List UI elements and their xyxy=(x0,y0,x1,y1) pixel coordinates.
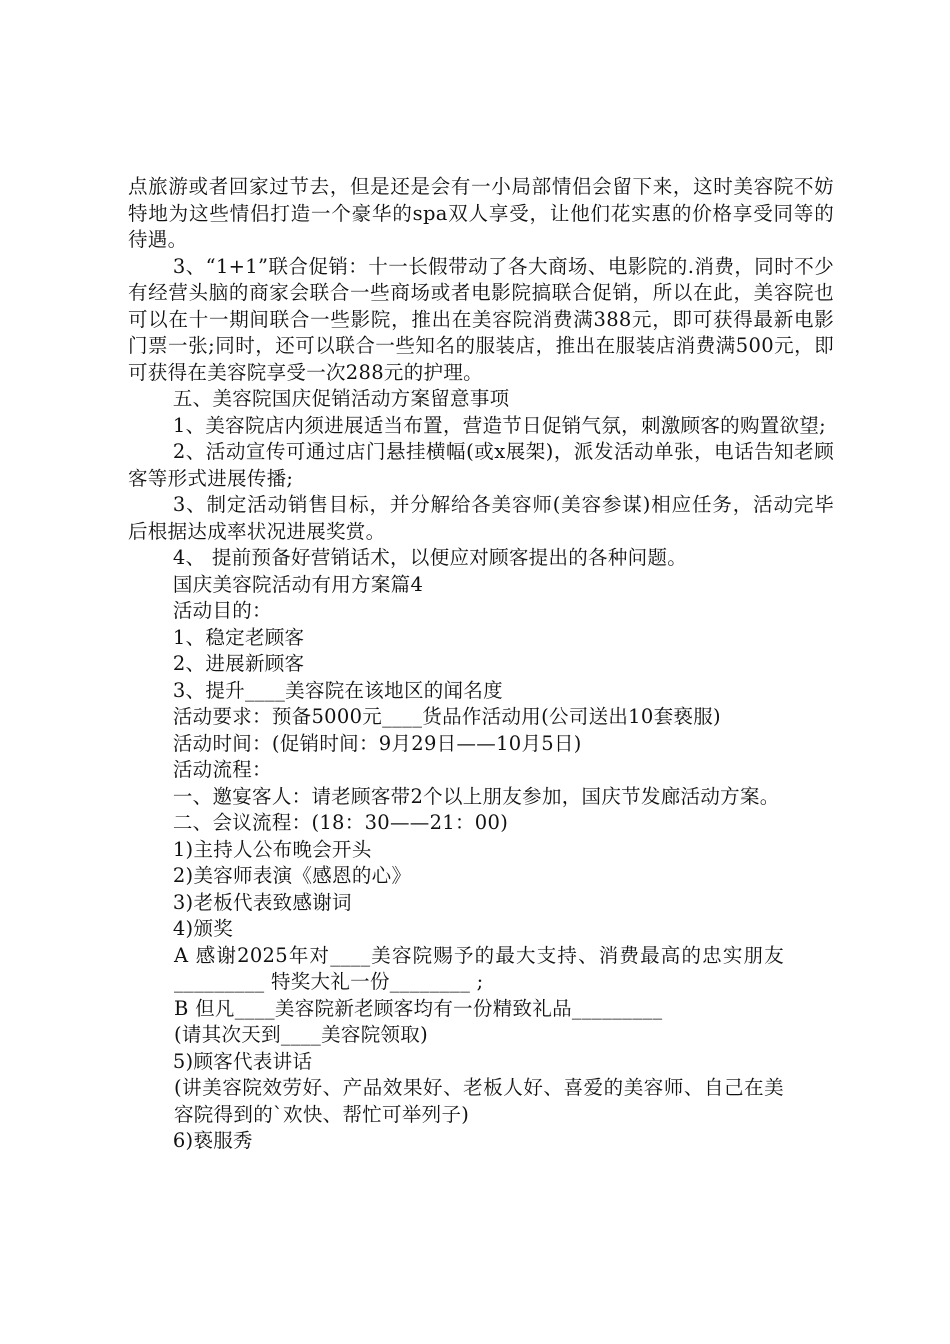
meeting-item-4: 4)颁奖 xyxy=(172,917,234,940)
paragraph-joint-promotion: 3、“1+1”联合促销：十一长假带动了各大商场、电影院的.消费，同时不少有经营头脑的商家会联合一些商场或者电影院搞联合促销，所以在此，美容院也可以在十一期间联合一些影院，推出在美容院消费满388元，即可获得最新电影门票一张;同时，还可以联合一些知名的服装店，推出在服装店消费满500元，即可获得在美容院享受一次288元的护理。 xyxy=(128,254,834,384)
purpose-item-3: 3、提升____美容院在该地区的闻名度 xyxy=(172,678,503,702)
process-heading: 活动流程： xyxy=(172,758,272,781)
award-a: A 感谢2025年对____美容院赐予的最大支持、消费最高的忠实朋友_________ 特奖大礼一份________ ; xyxy=(174,943,784,993)
note-item-1: 1、美容院店内须进展适当布置，营造节日促销气氛，刺激顾客的购置欲望; xyxy=(172,413,827,437)
paragraph-intro-continuation: 点旅游或者回家过节去，但是还是会有一小局部情侣会留下来，这时美容院不妨特地为这些情侣打造一个豪华的spa双人享受，让他们花实惠的价格享受同等的待遇。 xyxy=(128,175,834,251)
plan-title: 国庆美容院活动有用方案篇4 xyxy=(172,572,424,596)
purpose-item-2: 2、进展新顾客 xyxy=(172,652,305,675)
document-body xyxy=(128,174,834,1155)
meeting-item-3: 3)老板代表致感谢词 xyxy=(172,890,352,914)
award-b-note: (请其次天到____美容院领取) xyxy=(174,1023,429,1046)
note-item-4: 4、 提前预备好营销话术，以便应对顾客提出的各种问题。 xyxy=(172,546,688,569)
meeting-item-1: 1)主持人公布晚会开头 xyxy=(172,837,372,861)
award-b: B 但凡____美容院新老顾客均有一份精致礼品_________ xyxy=(174,996,663,1020)
meeting-item-5: 5)顾客代表讲话 xyxy=(172,1049,313,1073)
customer-speech-note: (讲美容院效劳好、产品效果好、老板人好、喜爱的美容师、自己在美容院得到的`欢快、帮忙可举列子) xyxy=(174,1076,784,1126)
section-heading-notes: 五、美容院国庆促销活动方案留意事项 xyxy=(172,387,510,410)
requirements-line: 活动要求：预备5000元____货品作活动用(公司送出10套亵服) xyxy=(172,705,721,728)
note-item-3: 3、制定活动销售目标，并分解给各美容师(美容参谋)相应任务，活动完毕后根据达成率状况进展奖赏。 xyxy=(128,493,834,543)
meeting-item-2: 2)美容师表演《感恩的心》 xyxy=(172,864,412,887)
time-line: 活动时间：(促销时间：9月29日——10月5日) xyxy=(172,731,582,755)
purpose-item-1: 1、稳定老顾客 xyxy=(172,625,305,649)
purpose-heading: 活动目的： xyxy=(172,599,272,622)
note-item-2: 2、活动宣传可通过店门悬挂横幅(或x展架)，派发活动单张，电话告知老顾客等形式进展传播; xyxy=(128,440,834,490)
process-step-meeting: 二、会议流程：(18：30——21：00) xyxy=(172,811,509,834)
process-step-invite: 一、邀宴客人：请老顾客带2个以上朋友参加，国庆节发廊活动方案。 xyxy=(172,784,780,808)
meeting-item-6: 6)亵服秀 xyxy=(172,1129,253,1152)
